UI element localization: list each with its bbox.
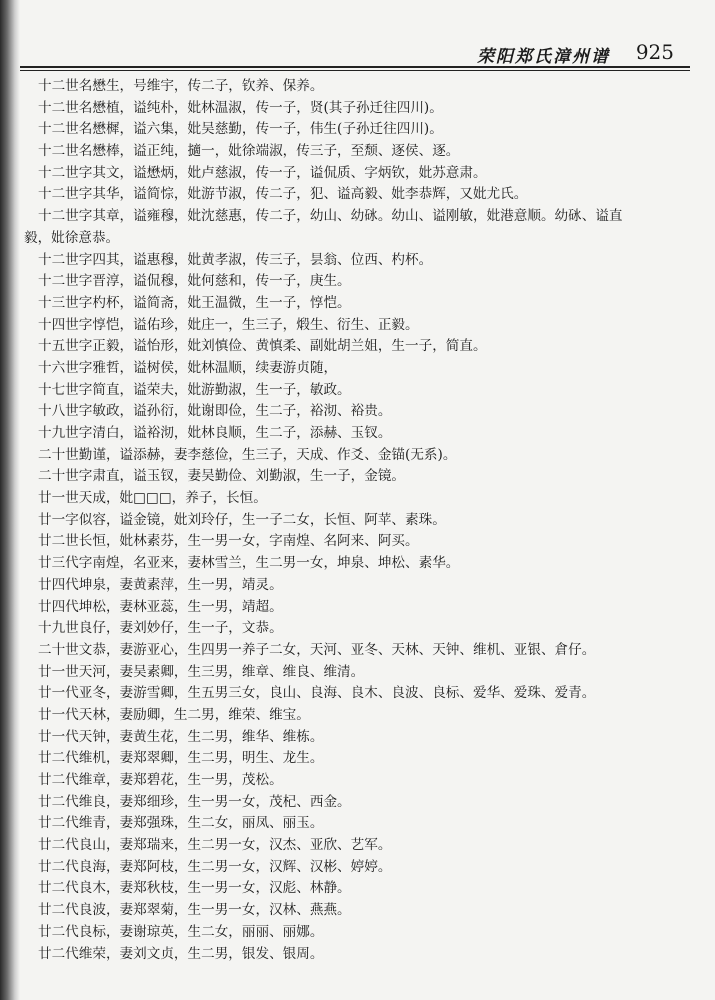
header-rule-thin	[20, 70, 690, 71]
text-line: 廿一字似容，谥金镜，妣刘玲仔，生一子二女，长恒、阿苹、素珠。	[38, 511, 446, 528]
text-line: 廿二代维机，妻郑翠卿，生二男，明生、龙生。	[38, 750, 324, 767]
text-line: 廿一代天林，妻励卿，生二男，维荣、维宝。	[38, 706, 310, 723]
text-line: 十九世良仔，妻刘妙仔，生一子，文恭。	[38, 620, 283, 637]
text-line: 廿二代维青，妻郑强珠，生二女，丽凤、丽玉。	[38, 815, 324, 832]
text-line: 毅，妣徐意恭。	[24, 229, 120, 246]
text-line: 廿二代良海，妻郑阿枝，生二男一女，汉辉、汉彬、婷婷。	[38, 858, 392, 875]
header-rule	[20, 66, 690, 68]
text-line: 廿二代良波，妻郑翠菊，生一男一女，汉林、燕燕。	[38, 902, 351, 919]
text-line: 廿一代天钟，妻黄生花，生二男，维华、维栋。	[38, 728, 324, 745]
text-line: 廿四代坤泉，妻黄素萍，生一男，靖灵。	[38, 576, 283, 593]
text-line: 廿二代维章，妻郑碧花，生一男，茂松。	[38, 772, 283, 788]
text-line: 十四世字惇恺，谥佑珍，妣庄一，生三子，煅生、衍生、正毅。	[38, 316, 419, 333]
text-line: 廿二代良标，妻谢琼英，生二女，丽丽、丽娜。	[38, 923, 324, 940]
text-line: 廿二代良山，妻郑瑞来，生二男一女，汉杰、亚欣、艺军。	[38, 837, 392, 854]
text-line: 十八世字敏政，谥孙衍，妣谢即俭，生二子，裕沏、裕贵。	[38, 403, 392, 420]
text-line: 廿三代字南煌，名亚来，妻林雪兰，生二男一女，坤泉、坤松、素华。	[38, 555, 460, 572]
page-binding-shadow	[0, 0, 20, 1000]
text-line: 廿二代维良，妻郑细珍，生一男一女，茂杞、西金。	[38, 793, 351, 810]
text-line: 十二世名懋樨，谥六集，妣吴慈勤，传一子，伟生(子孙迁往四川)。	[38, 121, 443, 138]
text-line: 十二世字晋淳，谥侃穆，妣何慈和，传一子，庚生。	[38, 273, 351, 290]
text-line: 十三世字杓杯，谥简斋，妣王温微，生一子，惇恺。	[38, 294, 351, 311]
text-line: 十二世字其文，谥懋炳，妣卢慈淑，传一子，谥侃质、字炳钦，妣苏意肃。	[38, 164, 487, 181]
page-header	[20, 38, 690, 68]
text-line: 十六世字雅哲，谥树侯，妣林温顺，续妻游贞随，	[38, 359, 338, 376]
text-line: 廿二世长恒，妣林素芬，生一男一女，字南煌、名阿来、阿买。	[38, 533, 419, 550]
text-line: 廿二代良木，妻郑秋枝，生一男一女，汉彪、林静。	[38, 880, 351, 897]
text-line: 十二世名懋植，谥纯朴，妣林温淑，传一子，贤(其子孙迁往四川)。	[38, 99, 443, 116]
text-line: 十二世名懋棒，谥正纯，擿一，妣徐端淑，传三子，至颓、逐侯、逐。	[38, 143, 460, 160]
text-line: 十五世字正毅，谥怡形，妣刘慎俭、黄慎柔、副妣胡兰姐，生一子，简直。	[38, 338, 487, 355]
text-line: 二十世字肃直，谥玉钗，妻吴勤俭、刘勤淑，生一子，金镜。	[38, 468, 406, 485]
text-line: 十二世字其章，谥雍穆，妣沈慈惠，传二子，幼山、幼砯。幼山、谥刚敏，妣港意顺。幼砯、谥直	[38, 208, 623, 225]
text-line: 十九世字清白，谥裕沏，妣林良顺，生二子，添赫、玉钗。	[38, 425, 392, 441]
text-line: 廿一世天成，妣□□□，养子，长恒。	[38, 490, 267, 507]
text-line: 廿一代亚冬，妻游雪卿，生五男三女，良山、良海、良木、良波、良标、爱华、爱珠、爱青。	[38, 685, 596, 702]
text-line: 十七世字简直，谥荣夫，妣游勤淑，生一子，敏政。	[38, 381, 351, 398]
text-line: 十二世名懋生，号维宇，传二子，钦养、保养。	[38, 78, 324, 94]
text-line: 十二世字四其，谥惠穆，妣黄孝淑，传三子，昙翁、位西、杓杯。	[38, 251, 433, 268]
text-line: 二十世文恭，妻游亚心，生四男一养子二女，天河、亚冬、天林、天钟、维机、亚银、倉仔。	[38, 641, 596, 658]
text-line: 廿一世天河，妻吴素卿，生三男，维章、维良、维清。	[38, 663, 365, 680]
text-line: 十二世字其华，谥简悰，妣游节淑，传二子，犯、谥高毅、妣李恭辉，又妣尤氏。	[38, 186, 528, 203]
text-line: 廿二代维荣，妻刘文贞，生二男，银发、银周。	[38, 945, 324, 962]
genealogy-text-body	[24, 76, 700, 965]
text-line: 廿四代坤松，妻林亚蕊，生一男，靖超。	[38, 598, 283, 615]
text-line: 二十世勤谨，谥添赫，妻李慈俭，生三子，天成、作爻、金锚(无系)。	[38, 446, 457, 463]
running-title: 荣阳郑氏漳州谱	[477, 47, 610, 67]
page-number: 925	[635, 40, 674, 64]
